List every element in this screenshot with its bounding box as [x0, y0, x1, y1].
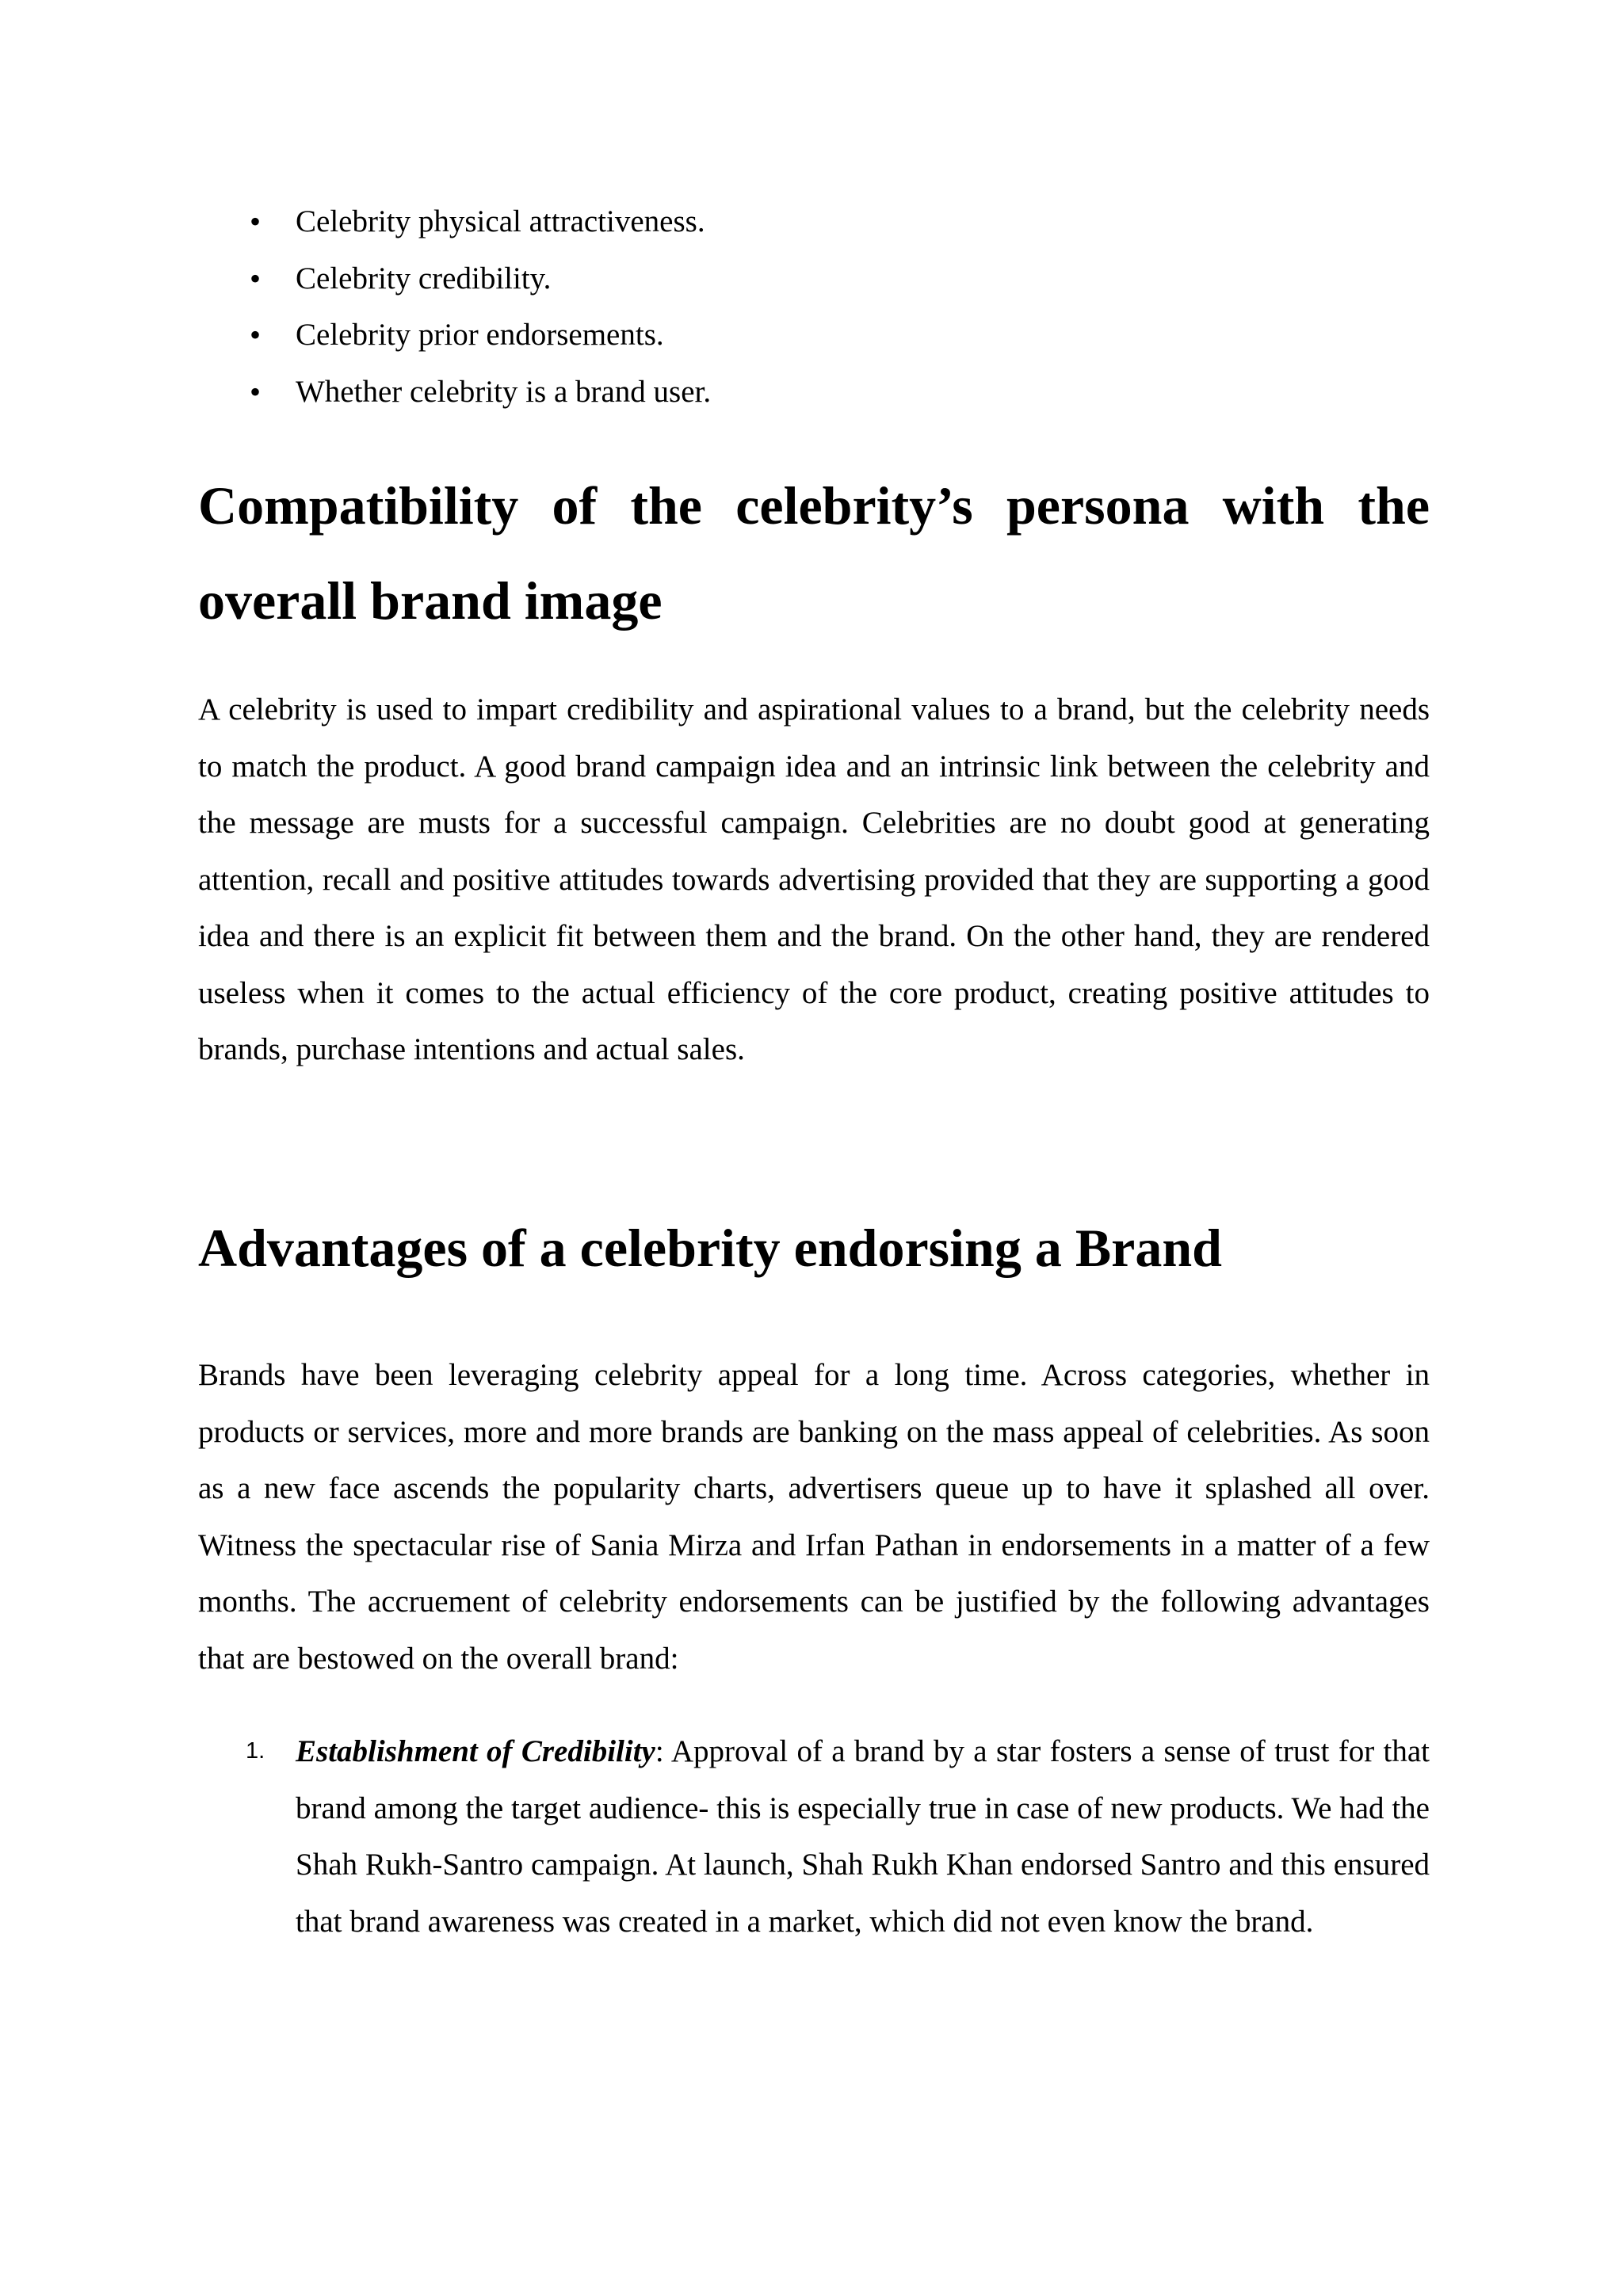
list-item-term: Establishment of Credibility: [296, 1734, 655, 1768]
list-item: [198, 307, 711, 364]
bullet-icon: •: [250, 260, 262, 296]
bullet-list: [198, 193, 711, 420]
numbered-list-item: [198, 1723, 1430, 1950]
list-item-text: Celebrity physical attractiveness.: [296, 204, 705, 238]
list-item: [198, 193, 711, 250]
numbered-list: [198, 1723, 1430, 1950]
section-heading-advantages: Advantages of a celebrity endorsing a Brand: [198, 1218, 1222, 1278]
section-heading-compatibility: Compatibility of the celebrity’s persona with the overall brand image: [198, 475, 1430, 631]
paragraph-advantages: Brands have been leveraging celebrity appeal for a long time. Across categories, whether in products or services, more and more brands are banking on the mass appeal of celebrities. As soon as a new face ascends the popularity charts, advertisers queue up to have it splashed all over. Witness the spectacular rise of Sania Mirza and Irfan Pathan in endorsements in a matter of a few months. The accruement of celebrity endorsements can be justified by the following advantages that are bestowed on the overall brand:: [198, 1358, 1430, 1676]
bullet-icon: •: [250, 204, 262, 239]
list-item-text: Celebrity credibility.: [296, 261, 552, 296]
list-item-text: : Approval of a brand by a star fosters a sense of trust for that brand among the target audience- this is especially true in case of new products. We had the Shah Rukh-Santro campaign. At launch, Shah Rukh Khan endorsed Santro and this ensured that brand awareness was created in a market, which did not even know the brand.: [296, 1734, 1430, 1939]
bullet-icon: •: [250, 317, 262, 353]
bullet-icon: •: [250, 373, 262, 410]
list-item-text: Celebrity prior endorsements.: [296, 318, 664, 352]
list-item: [198, 250, 711, 307]
list-number: 1.: [246, 1738, 265, 1764]
list-item-text: Whether celebrity is a brand user.: [296, 374, 712, 409]
paragraph-compatibility: A celebrity is used to impart credibility and aspirational values to a brand, but the celebrity needs to match the product. A good brand campaign idea and an intrinsic link between the celebrity and the message are musts for a successful campaign. Celebrities are no doubt good at generating attention, recall and positive attitudes towards advertising provided that they are supporting a good idea and there is an explicit fit between them and the brand. On the other hand, they are rendered useless when it comes to the actual efficiency of the core product, creating positive attitudes to brands, purchase intentions and actual sales.: [198, 692, 1430, 1066]
list-item: [198, 364, 711, 421]
